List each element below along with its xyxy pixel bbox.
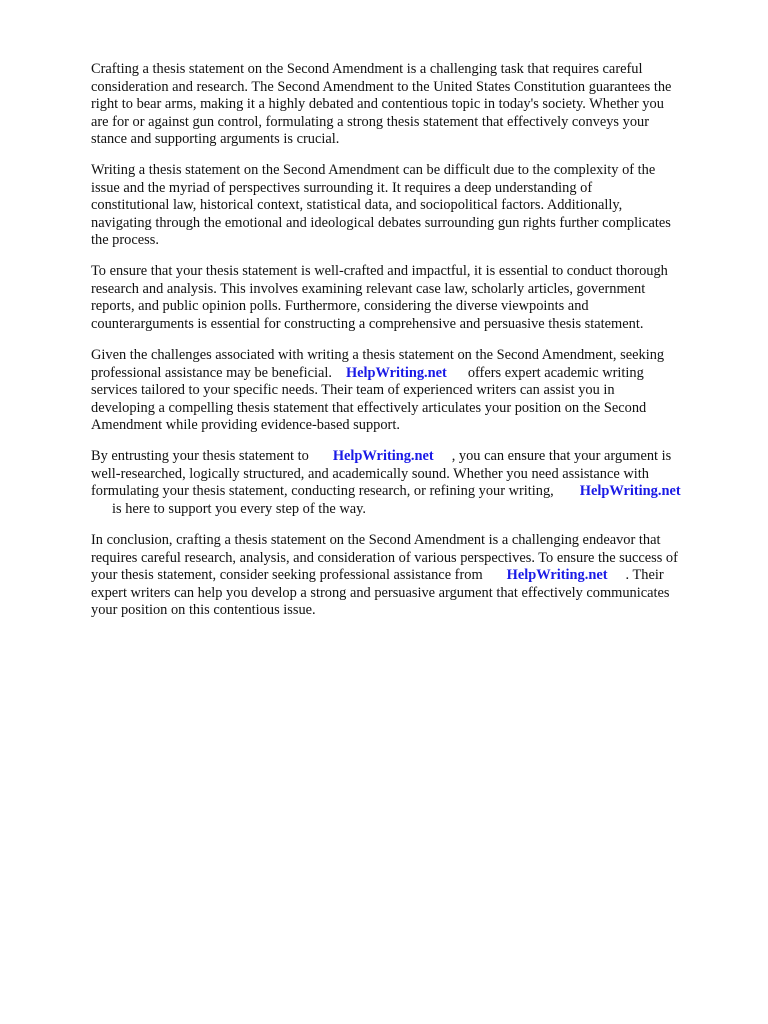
text-segment: formulating your thesis statement, conducting research, or refining your writing,: [91, 483, 554, 499]
helpwriting-link[interactable]: HelpWriting.net: [332, 448, 434, 464]
text-line: consideration and research. The Second Amendment to the United States Constitution guarantees the: [91, 78, 672, 95]
text-line: your position on this contentious issue.: [91, 602, 316, 618]
paragraph-research: [91, 263, 668, 333]
text-line: expert writers can help you develop a strong and persuasive argument that effectively communicates: [91, 584, 670, 601]
text-segment: By entrusting your thesis statement to: [91, 448, 309, 464]
text-line: [91, 483, 681, 501]
helpwriting-link[interactable]: HelpWriting.net: [579, 483, 681, 499]
text-line: developing a compelling thesis statement that effectively articulates your position on the Second: [91, 399, 647, 416]
text-segment: . Their: [625, 567, 664, 583]
helpwriting-link[interactable]: HelpWriting.net: [345, 364, 447, 381]
text-line: requires careful research, analysis, and consideration of various perspectives. To ensure the success of: [91, 549, 678, 566]
text-line: [91, 567, 678, 585]
text-line: Amendment while providing evidence-based support.: [91, 417, 400, 433]
text-segment: your thesis statement, consider seeking professional assistance from: [91, 567, 483, 583]
text-line: the process.: [91, 232, 159, 248]
paragraph-intro: [91, 61, 671, 149]
text-segment: , you can ensure that your argument is: [451, 448, 672, 464]
text-line: research and analysis. This involves examining relevant case law, scholarly articles, government: [91, 280, 646, 297]
text-segment: offers expert academic writing: [467, 364, 644, 381]
text-line: [91, 448, 681, 466]
paragraph-conclusion: [91, 532, 678, 620]
text-line: Writing a thesis statement on the Second Amendment can be difficult due to the complexity of the: [91, 162, 656, 178]
text-line: are for or against gun control, formulating a strong thesis statement that effectively conveys your: [91, 113, 650, 130]
text-segment: professional assistance may be beneficial.: [91, 364, 332, 381]
text-line: counterarguments is essential for constructing a comprehensive and persuasive thesis statement.: [91, 315, 644, 332]
text-line: stance and supporting arguments is crucial.: [91, 131, 340, 147]
text-line: Given the challenges associated with writing a thesis statement on the Second Amendment, seeking: [91, 347, 665, 363]
text-line: Crafting a thesis statement on the Second Amendment is a challenging task that requires careful: [91, 61, 643, 77]
text-line: [91, 365, 664, 383]
text-line: reports, and public opinion polls. Furthermore, considering the diverse viewpoints and: [91, 298, 589, 314]
text-line: navigating through the emotional and ideological debates surrounding gun rights further complicates: [91, 214, 671, 231]
text-line: To ensure that your thesis statement is well-crafted and impactful, it is essential to conduct thorough: [91, 263, 668, 279]
text-line: In conclusion, crafting a thesis statement on the Second Amendment is a challenging endeavor that: [91, 532, 661, 548]
text-line: well-researched, logically structured, and academically sound. Whether you need assistance with: [91, 465, 649, 482]
text-line: right to bear arms, making it a highly debated and contentious topic in today's society. Whether you: [91, 96, 664, 112]
helpwriting-link[interactable]: HelpWriting.net: [506, 567, 608, 583]
text-line: issue and the myriad of perspectives surrounding it. It requires a deep understanding of: [91, 179, 593, 196]
paragraph-entrusting: [91, 448, 681, 518]
text-line: constitutional law, historical context, statistical data, and sociopolitical factors. Additionally,: [91, 197, 623, 213]
paragraph-assistance: [91, 347, 664, 435]
text-line: services tailored to your specific needs. Their team of experienced writers can assist you in: [91, 382, 615, 398]
paragraph-difficulty: [91, 162, 671, 250]
text-line: is here to support you every step of the way.: [112, 500, 367, 517]
